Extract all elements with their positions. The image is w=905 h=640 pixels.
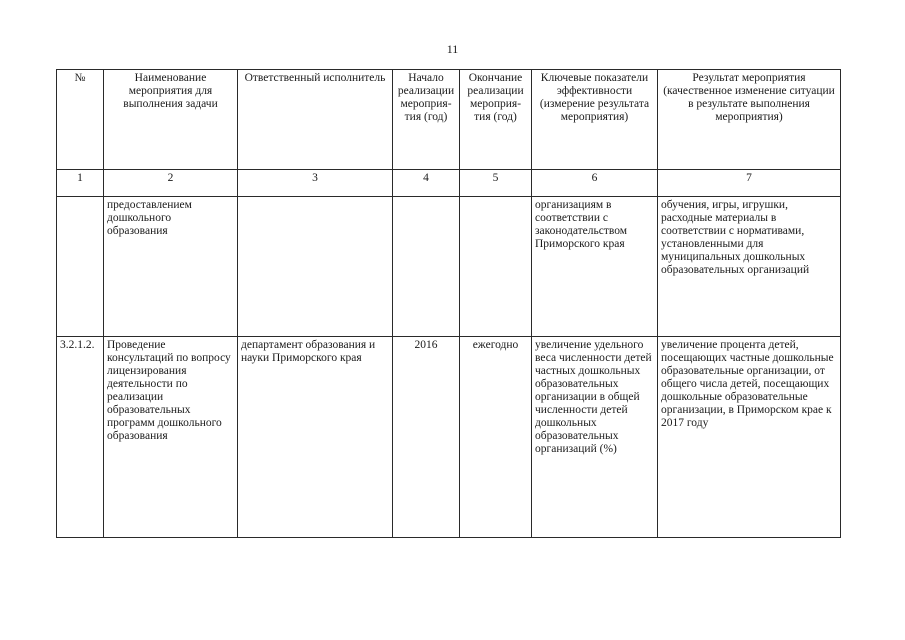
- cell-result: обучения, игры, игрушки, расходные материалы в соответствии с нормативами, установленными для муниципальных дошкольных образовательных организаций: [658, 197, 841, 337]
- cell-start: [393, 197, 460, 337]
- table-row: [57, 197, 841, 337]
- column-number-row: [57, 170, 841, 197]
- header-name: Наименование мероприятия для выполнения задачи: [104, 70, 238, 170]
- column-number: 4: [393, 170, 460, 197]
- column-number: 3: [238, 170, 393, 197]
- cell-num: 3.2.1.2.: [57, 337, 104, 538]
- header-kpi: Ключевые показатели эффективности (измерение результата мероприятия): [532, 70, 658, 170]
- column-number: 1: [57, 170, 104, 197]
- cell-executor: [238, 197, 393, 337]
- column-number: 5: [460, 170, 532, 197]
- column-number: 2: [104, 170, 238, 197]
- column-number: 6: [532, 170, 658, 197]
- header-end: Окончание реализации мероприя-тия (год): [460, 70, 532, 170]
- cell-name: предоставлением дошкольного образования: [104, 197, 238, 337]
- cell-end: ежегодно: [460, 337, 532, 538]
- page-number: 11: [446, 42, 459, 56]
- column-number: 7: [658, 170, 841, 197]
- header-num: №: [57, 70, 104, 170]
- header-executor: Ответственный исполнитель: [238, 70, 393, 170]
- measures-table: [56, 69, 841, 538]
- table-header-row: [57, 70, 841, 170]
- cell-name: Проведение консультаций по вопросу лицензирования деятельности по реализации образовательных программ дошкольного образования: [104, 337, 238, 538]
- header-start: Начало реализации мероприя-тия (год): [393, 70, 460, 170]
- cell-end: [460, 197, 532, 337]
- header-result: Результат мероприятия (качественное изменение ситуации в результате выполнения мероприятия): [658, 70, 841, 170]
- cell-result: увеличение процента детей, посещающих частные дошкольные образовательные организации, от общего числа детей, посещающих дошкольные образовательные организации, в Приморском крае к 2017 году: [658, 337, 841, 538]
- cell-start: 2016: [393, 337, 460, 538]
- cell-num: [57, 197, 104, 337]
- cell-kpi: организациям в соответствии с законодательством Приморского края: [532, 197, 658, 337]
- table-row: [57, 337, 841, 538]
- cell-kpi: увеличение удельного веса численности детей частных дошкольных образовательных организации в общей численности детей дошкольных образовательных организаций (%): [532, 337, 658, 538]
- cell-executor: департамент образования и науки Приморского края: [238, 337, 393, 538]
